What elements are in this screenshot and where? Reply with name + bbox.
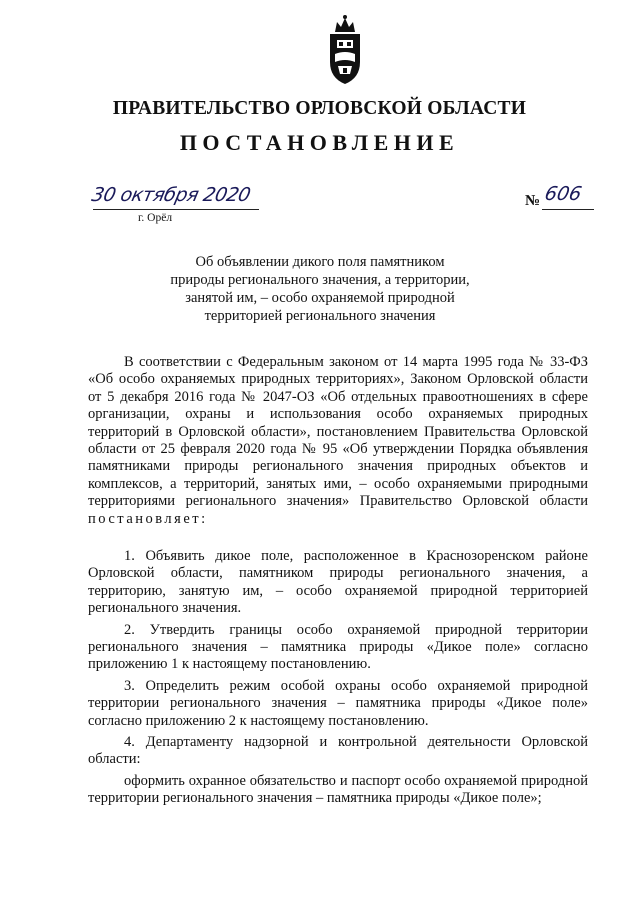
decree-item: оформить охранное обязательство и паспорт особо охраняемой природной территории регионального значения – памятника природы «Дикое поле»; xyxy=(88,772,588,807)
subject-line: природы регионального значения, а территории, xyxy=(170,272,470,288)
document-type-title: ПОСТАНОВЛЕНИЕ xyxy=(179,130,460,155)
decree-number: 606 xyxy=(542,183,584,205)
decree-subject xyxy=(120,253,520,325)
number-sign: № xyxy=(525,193,541,209)
preamble xyxy=(88,354,588,528)
preamble-paragraph xyxy=(88,354,588,528)
city-label: г. Орёл xyxy=(138,212,173,224)
decree-item: 2. Утвердить границы особо охраняемой природной территории регионального значения – памятника природы «Дикое поле» согласно приложению 1 к настоящему постановлению. xyxy=(88,621,588,673)
decree-date: 30 октября 2020 xyxy=(89,184,253,206)
decree-item: 4. Департаменту надзорной и контрольной деятельности Орловской области: xyxy=(88,734,588,768)
number-underline xyxy=(542,209,594,210)
government-title: ПРАВИТЕЛЬСТВО ОРЛОВСКОЙ ОБЛАСТИ xyxy=(112,98,527,119)
decree-word: постановляет: xyxy=(88,510,208,527)
decree-item: 1. Объявить дикое поле, расположенное в Краснозоренском районе Орловской области, памятником природы регионального значения, а территорию, занятую им, – особо охраняемой природной территорией регионального значения. xyxy=(88,548,588,617)
decree-items xyxy=(88,548,588,808)
subject-line: занятой им, – особо охраняемой природной xyxy=(185,290,455,306)
subject-line: Об объявлении дикого поля памятником xyxy=(195,254,445,270)
coat-of-arms-icon xyxy=(324,12,366,88)
subject-line: территорией регионального значения xyxy=(204,308,436,324)
preamble-text: В соответствии с Федеральным законом от 14 марта 1995 года № 33-ФЗ «Об особо охраняемых природных территориях», Законом Орловской области от 5 декабря 2016 года № 2047-ОЗ «Об отдельных правоотношениях в сфере организации, охраны и использования особо охраняемых природных территорий в Орловской области», постановлением Правительства Орловской области от 25 февраля 2020 года № 95 «Об утверждении Порядка объявления памятниками природы регионального значения природных объектов и комплексов, а территорий, занятых ими, – особо охраняемыми природными территориями регионального значения» Правительство Орловской области xyxy=(88,354,588,510)
decree-item: 3. Определить режим особой охраны особо охраняемой природной территории регионального значения – памятника природы «Дикое поле» согласно приложению 2 к настоящему постановлению. xyxy=(88,677,588,729)
date-underline xyxy=(93,209,259,210)
